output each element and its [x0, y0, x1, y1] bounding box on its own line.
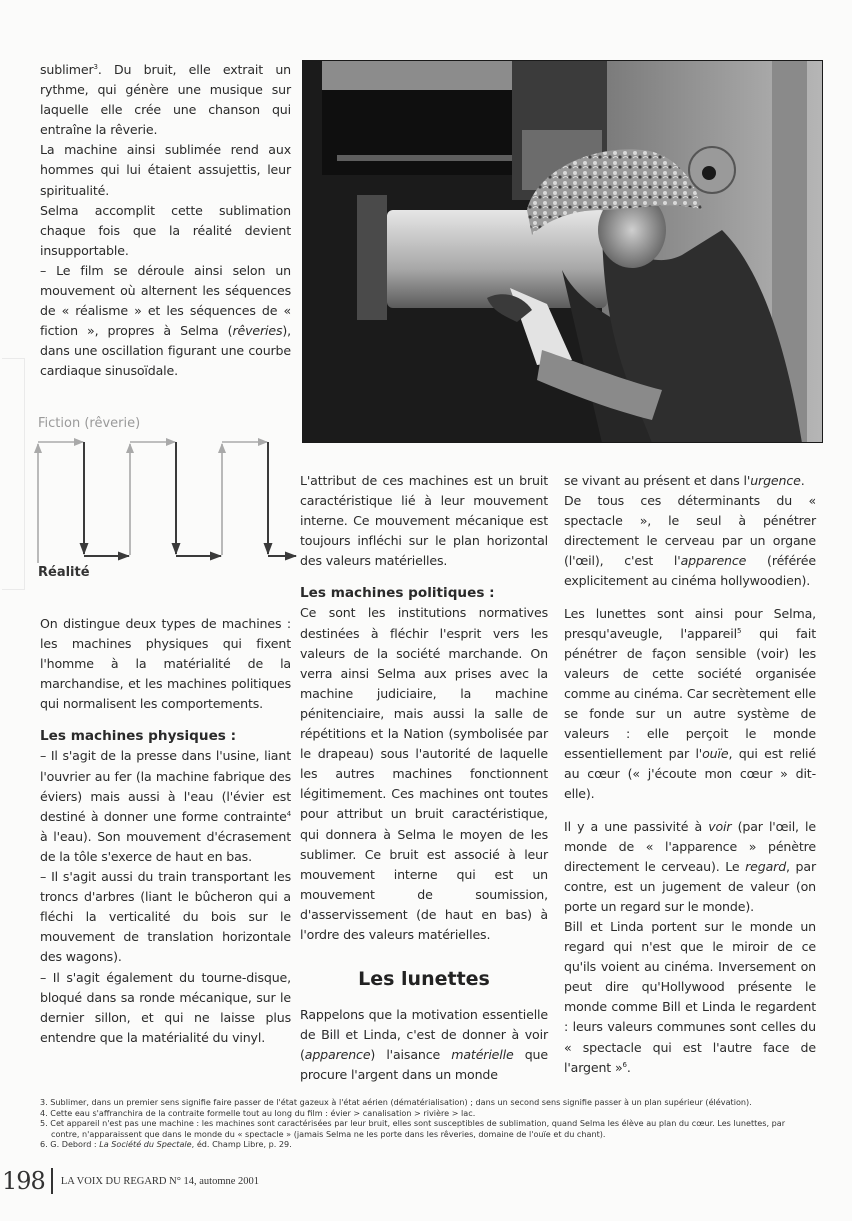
text: se vivant au présent et dans l' — [564, 473, 751, 488]
page-footer — [2, 1166, 259, 1196]
italic-text: ouïe — [702, 746, 729, 762]
label-reality: Réalité — [38, 565, 90, 580]
footnote-5-continued: contre, n'apparaissent que dans le monde du « spectacle » (jamais Selma ne les porte dans les rêveries, domaine de l'ouïe et du chant). — [51, 1128, 606, 1139]
section-title-les-lunettes: Les lunettes — [358, 968, 490, 991]
heading-political-machines: Les machines politiques : — [300, 585, 495, 602]
label-fiction: Fiction (rêverie) — [38, 416, 141, 431]
italic-text: apparence — [680, 553, 747, 569]
bleed-through-margin-mark — [2, 358, 25, 590]
paragraph: Selma accomplit cette sublimation chaque fois que la réalité devient insupportable. — [40, 202, 291, 258]
footnote-ref-5[interactable]: 5 — [736, 626, 742, 635]
text: ) l'aisance — [370, 1047, 452, 1063]
text: . Du bruit, elle extrait un rythme, qui génère une musique sur laquelle elle crée une chanson qui entraîne la rêverie. — [40, 62, 291, 138]
text: sublimer — [40, 62, 94, 77]
footer-divider — [51, 1168, 53, 1194]
paragraph: La machine ainsi sublimée rend aux hommes qui lui étaient assujettis, leur spiritualité. — [40, 142, 291, 198]
text: , par contre, est un jugement de valeur (on porte un regard sur le monde). — [564, 858, 816, 914]
footnote-5: 5. Cet appareil n'est pas une machine : les machines sont caractérisées par leur bruit, elles sont susceptibles de sublimation, quand Selma les élève au plan du cœur. Les lunettes, par — [40, 1118, 786, 1129]
column-2 — [300, 471, 548, 1085]
book-title: La Société du Spectale — [99, 1139, 192, 1150]
paragraph — [300, 1005, 548, 1085]
text: Il y a une passivité à — [564, 818, 709, 834]
text: à l'eau). Son mouvement d'écrasement de la tôle s'exerce de haut en bas. — [40, 828, 291, 864]
column-1-top — [40, 60, 291, 382]
text: ), dans une oscillation figurant une courbe cardiaque sinusoïdale. — [40, 323, 291, 379]
footnotes — [40, 1097, 820, 1150]
text: Rappelons que la motivation essentielle de Bill et Linda, c'est de donner à voir ( — [300, 1007, 548, 1063]
text: Les lunettes sont ainsi pour Selma, presqu'aveugle, l'appareil — [564, 605, 816, 641]
italic-text: voir — [708, 818, 732, 834]
paragraph: – Il s'agit également du tourne-disque, bloqué dans sa ronde mécanique, sur le dernier sillon, et qui ne laisse plus entendre que la matérialité du vinyl. — [40, 969, 291, 1045]
italic-text: regard — [745, 858, 787, 874]
paragraph — [564, 471, 816, 491]
footnote-ref-6[interactable]: 6 — [622, 1060, 627, 1069]
text: Bill et Linda portent sur le monde un regard qui n'est que le miroir de ce qu'ils voient au cinéma. Inversement on peut dire qu'Hollywood présente le monde comme Bill et Linda le regardent : leurs valeurs communes sont celles du « spectacle qui est l'autre face de l'argent » — [564, 918, 816, 1075]
paragraph — [564, 604, 816, 805]
heading-physical-machines: Les machines physiques : — [40, 728, 237, 745]
paragraph — [40, 60, 291, 140]
text: , qui est relié au cœur (« j'écoute mon cœur » dit-elle). — [564, 746, 816, 802]
text: – Le film se déroule ainsi selon un mouvement où alternent les séquences de « réalisme » et les séquences de « fiction », propres à Selma ( — [40, 262, 291, 339]
paragraph — [40, 261, 291, 382]
text: . — [800, 473, 805, 488]
footnote-3: 3. Sublimer, dans un premier sens signifie faire passer de l'état gazeux à l'état aérien (dématérialisation) ; dans un second sens signifie passer à un plan supérieur (élévation). — [40, 1097, 752, 1107]
paragraph-intro: On distingue deux types de machines : les machines physiques qui fixent l'homme à la matérialité de la marchandise, et les machines politiques qui normalisent les comportements. — [40, 616, 291, 712]
italic-text: apparence — [304, 1047, 371, 1063]
text: , éd. Champ Libre, p. 29. — [191, 1139, 292, 1150]
text: . — [626, 1059, 631, 1075]
paragraph: Ce sont les institutions normatives destinées à fléchir l'esprit vers les valeurs de la société marchande. On verra ainsi Selma aux prises avec la machine judiciaire, la machine pénitenciaire, mais aussi la salle de répétitions et la Nation (symbolisée par le drapeau) sous l'autorité de laquelle les autres machines fonctionnent légitimement. Ces machines ont toutes pour attribut un bruit caractéristique, qui donnera à Selma le moyen de les sublimer. Ce bruit est associé à leur mouvement interne qui est un mouvement de soumission, d'asservissement (de haut en bas) à l'ordre des valeurs matérielles. — [300, 605, 548, 942]
paragraph — [564, 917, 816, 1078]
column-3 — [564, 471, 816, 1078]
film-still-photo — [302, 60, 823, 443]
footnote-ref-3[interactable]: 3 — [93, 63, 98, 71]
italic-text: matérielle — [451, 1047, 514, 1063]
italic-text: rêveries — [232, 323, 283, 339]
footnote-4: 4. Cette eau s'affranchira de la contraite formelle tout au long du film : évier > canalisation > rivière > lac. — [40, 1107, 476, 1118]
text: que procure l'argent dans un monde — [300, 1047, 548, 1083]
text: 6. G. Debord : — [40, 1139, 100, 1150]
text: (référée explicitement au cinéma hollywoodien). — [564, 553, 816, 589]
journal-citation: LA VOIX DU REGARD N° 14, automne 2001 — [60, 1175, 260, 1187]
footnote-6 — [40, 1139, 820, 1150]
paragraph: – Il s'agit aussi du train transportant les troncs d'arbres (liant le bûcheron qui a fléchi la verticalité du bois sur le mouvement de translation horizontale des wagons). — [40, 869, 291, 965]
text: – Il s'agit de la presse dans l'usine, liant l'ouvrier au fer (la machine fabrique des éviers) mais aussi à l'eau (l'évier est destiné à donner une forme contrainte — [40, 748, 291, 824]
photo-image — [302, 60, 823, 443]
paragraph — [564, 817, 816, 917]
fiction-reality-diagram — [30, 410, 300, 585]
text: (par l'œil, le monde de « l'apparence » pénètre directement le cerveau). Le — [564, 818, 817, 874]
text: De tous ces déterminants du « spectacle », le seul à pénétrer directement le cerveau par un organe (l'œil), c'est l' — [564, 493, 816, 569]
page-number: 198 — [2, 1167, 45, 1195]
footnote-ref-4[interactable]: 4 — [286, 809, 291, 818]
paragraph — [564, 491, 816, 591]
text: qui fait pénétrer de façon sensible (voir) les valeurs de cette société organisée comme au cinéma. Car secrètement elle se fonde sur un autre système de valeurs : elle perçoit le monde essentiellement par l' — [564, 625, 816, 762]
paragraph — [40, 746, 291, 867]
column-1-bottom — [40, 614, 291, 1048]
oscillation-arrows — [30, 410, 300, 585]
paragraph: L'attribut de ces machines est un bruit caractéristique lié à leur mouvement interne. Ce mouvement mécanique est toujours infléchi sur le plan horizontal des valeurs matérielles. — [300, 473, 548, 569]
italic-text: urgence — [750, 473, 801, 488]
